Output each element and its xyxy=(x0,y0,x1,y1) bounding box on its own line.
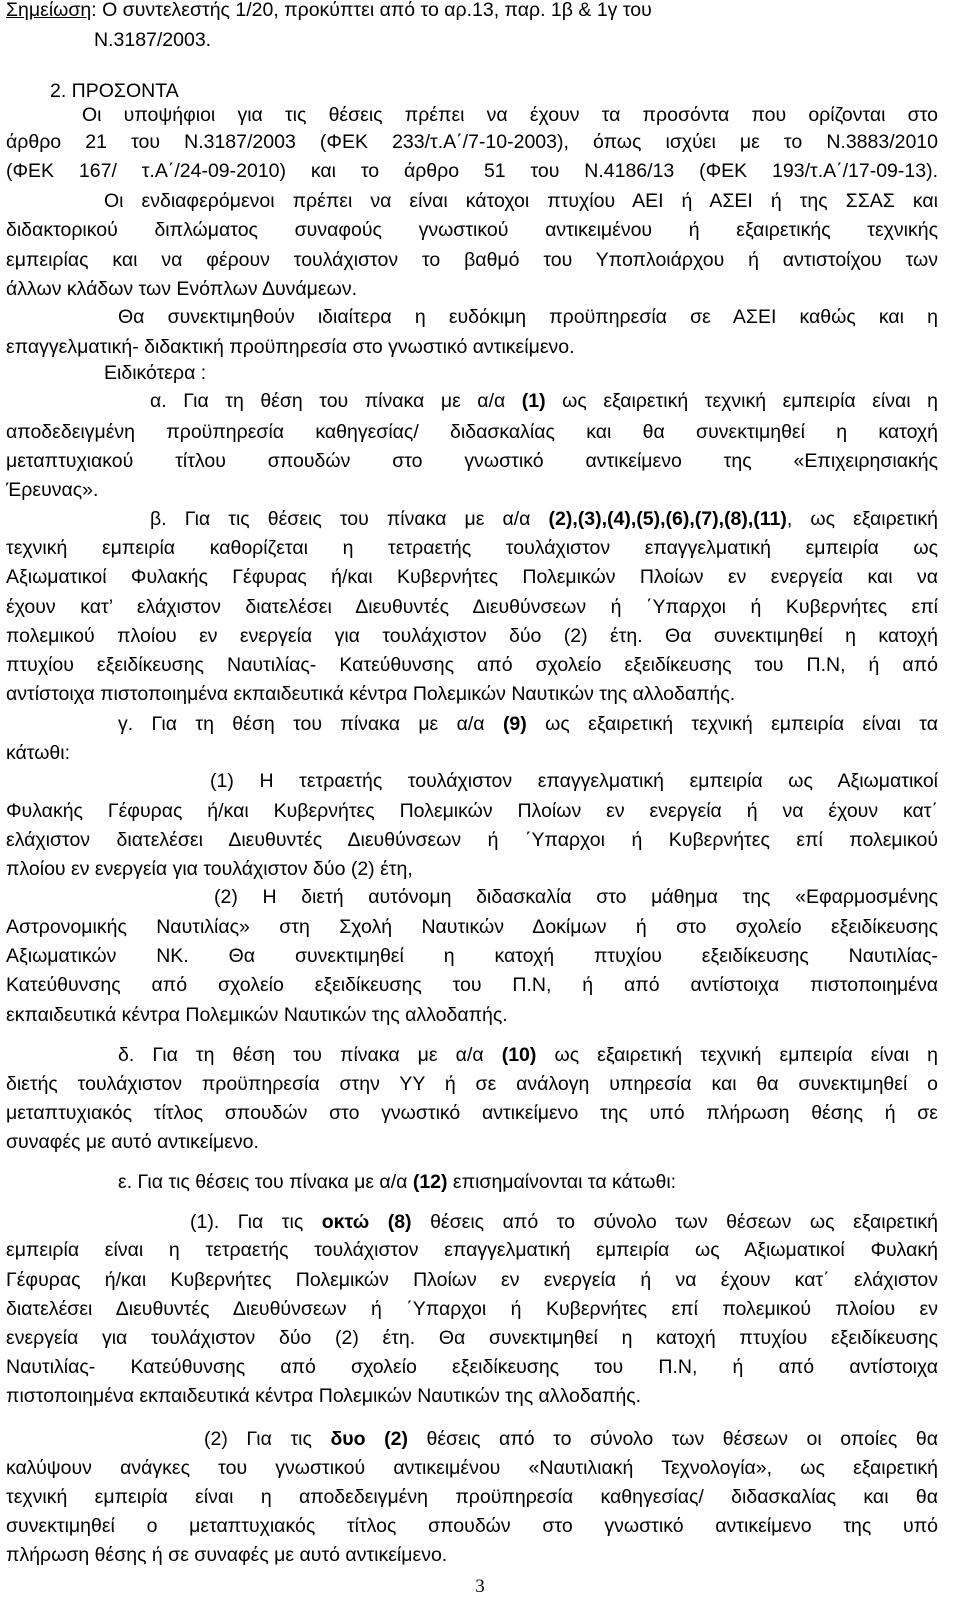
item-e-line: Γέφυρας ή/και Κυβερνήτες Πολεμικών Πλοίων εν ενεργεία ή να έχουν κατ΄ ελάχιστον xyxy=(6,1269,938,1291)
section-subheading: Ειδικότερα : xyxy=(104,362,207,384)
item-e-line: ενεργεία για τουλάχιστον δύο (2) έτη. Θα συνεκτιμηθεί η κατοχή πτυχίου εξειδίκευσης xyxy=(6,1327,938,1349)
section-text-line: άρθρο 21 του Ν.3187/2003 (ΦΕΚ 233/τ.Α΄/7-10-2003), όπως ισχύει με το Ν.3883/2010 xyxy=(6,131,938,153)
section-text-line: (ΦΕΚ 167/ τ.Α΄/24-09-2010) και το άρθρο 51 του Ν.4186/13 (ΦΕΚ 193/τ.Α΄/17-09-13). xyxy=(6,160,938,182)
item-b-line: τεχνική εμπειρία καθορίζεται η τετραετής τουλάχιστον επαγγελματική εμπειρία ως xyxy=(6,537,938,559)
item-a-line: μεταπτυχιακού τίτλου σπουδών στο γνωστικό αντικείμενο της «Επιχειρησιακής xyxy=(6,450,938,472)
note-line xyxy=(6,0,652,26)
section-text-line: διδακτορικού διπλώματος συναφούς γνωστικού αντικειμένου ή εξαιρετικής τεχνικής xyxy=(6,219,938,241)
item-e-line: πιστοποιημένα εκπαιδευτικά κέντρα Πολεμικών Ναυτικών της αλλοδαπής. xyxy=(6,1385,642,1407)
note-line-2: Ν.3187/2003. xyxy=(94,29,212,51)
item-b-line: πολεμικού πλοίου εν ενεργεία για τουλάχιστον δύο (2) έτη. Θα συνεκτιμηθεί η κατοχή xyxy=(6,625,938,647)
item-e-line: Ναυτιλίας- Κατεύθυνσης από σχολείο εξειδίκευσης του Π.Ν, ή από αντίστοιχα xyxy=(6,1356,938,1378)
item-b-line: πτυχίου εξειδίκευσης Ναυτιλίας- Κατεύθυνσης από σχολείο εξειδίκευσης του Π.Ν, ή από xyxy=(6,654,938,676)
section-text-line: άλλων κλάδων των Ενόπλων Δυνάμεων. xyxy=(6,278,357,300)
item-c-line: εκπαιδευτικά κέντρα Πολεμικών Ναυτικών της αλλοδαπής. xyxy=(6,1004,508,1026)
item-b-line: έχουν κατ’ ελάχιστον διατελέσει Διευθυντές Διευθύνσεων ή ΄Υπαρχοι ή Κυβερνήτες επί xyxy=(6,596,938,618)
item-a-line: Έρευνας». xyxy=(6,479,99,501)
item-e-line: πλήρωση θέσης ή σε συναφές με αυτό αντικείμενο. xyxy=(6,1544,448,1566)
item-e-line: τεχνική εμπειρία είναι η αποδεδειγμένη προϋπηρεσία καθηγεσίας/ διδασκαλίας και θα xyxy=(6,1486,938,1508)
item-c-line: Κατεύθυνσης από σχολείο εξειδίκευσης του Π.Ν, ή από αντίστοιχα πιστοποιημένα xyxy=(6,974,938,996)
note-text: : Ο συντελεστής 1/20, προκύπτει από το αρ.13, παρ. 1β & 1γ του xyxy=(91,0,652,21)
item-e-line: διατελέσει Διευθυντές Διευθύνσεων ή ΄Υπαρχοι ή Κυβερνήτες επί πολεμικού πλοίου εν xyxy=(6,1298,938,1320)
item-c-line: (1) Η τετραετής τουλάχιστον επαγγελματική εμπειρία ως Αξιωματικοί xyxy=(210,770,938,792)
section-text-line: επαγγελματική- διδακτική προϋπηρεσία στο γνωστικό αντικείμενο. xyxy=(6,336,575,358)
item-c-line: Αξιωματικών ΝΚ. Θα συνεκτιμηθεί η κατοχή πτυχίου εξειδίκευσης Ναυτιλίας- xyxy=(6,945,938,967)
section-heading: 2. ΠΡΟΣΟΝΤΑ xyxy=(50,80,179,102)
item-d-line: μεταπτυχιακός τίτλος σπουδών στο γνωστικό αντικείμενο της υπό πλήρωση θέσης ή σε xyxy=(6,1102,938,1124)
section-text-line: εμπειρίας και να φέρουν τουλάχιστον το βαθμό του Υποπλοιάρχου ή αντιστοίχου των xyxy=(6,249,938,271)
item-c-line: Φυλακής Γέφυρας ή/και Κυβερνήτες Πολεμικών Πλοίων εν ενεργεία ή να έχουν κατ΄ xyxy=(6,800,938,822)
item-a-line: αποδεδειγμένη προϋπηρεσία καθηγεσίας/ διδασκαλίας και θα συνεκτιμηθεί η κατοχή xyxy=(6,421,938,443)
item-b-line: Αξιωματικοί Φυλακής Γέφυρας ή/και Κυβερνήτες Πολεμικών Πλοίων εν ενεργεία και να xyxy=(6,566,938,588)
item-c-line: Αστρονομικής Ναυτιλίας» στη Σχολή Ναυτικών Δοκίμων ή στο σχολείο εξειδίκευσης xyxy=(6,916,938,938)
item-c-line: πλοίου εν ενεργεία για τουλάχιστον δύο (2) έτη, xyxy=(6,858,413,880)
item-e-line: ε. Για τις θέσεις του πίνακα με α/α (12) επισημαίνονται τα κάτωθι: xyxy=(118,1171,677,1193)
page-number: 3 xyxy=(475,1576,485,1597)
item-c-line: κάτωθι: xyxy=(6,742,71,764)
item-e-line: (2) Για τις δυο (2) θέσεις από το σύνολο των θέσεων οι οποίες θα xyxy=(204,1428,938,1450)
section-text-line: Οι υποψήφιοι για τις θέσεις πρέπει να έχουν τα προσόντα που ορίζονται στο xyxy=(82,104,938,126)
section-text-line: Οι ενδιαφερόμενοι πρέπει να είναι κάτοχοι πτυχίου ΑΕΙ ή ΑΣΕΙ ή της ΣΣΑΣ και xyxy=(104,190,938,212)
item-b-line: αντίστοιχα πιστοποιημένα εκπαιδευτικά κέντρα Πολεμικών Ναυτικών της αλλοδαπής. xyxy=(6,683,736,705)
item-d-line: διετής τουλάχιστον προϋπηρεσία στην ΥΥ ή σε ανάλογη υπηρεσία και θα συνεκτιμηθεί ο xyxy=(6,1073,938,1095)
item-c-line: (2) Η διετή αυτόνομη διδασκαλία στο μάθημα της «Εφαρμοσμένης xyxy=(214,886,938,908)
item-c-line: γ. Για τη θέση του πίνακα με α/α (9) ως εξαιρετική τεχνική εμπειρία είναι τα xyxy=(118,713,938,735)
item-e-line: καλύψουν ανάγκες του γνωστικού αντικειμένου «Ναυτιλιακή Τεχνολογία», ως εξαιρετική xyxy=(6,1457,938,1479)
item-d-line: συναφές με αυτό αντικείμενο. xyxy=(6,1131,259,1153)
item-a-line: α. Για τη θέση του πίνακα με α/α (1) ως εξαιρετική τεχνική εμπειρία είναι η xyxy=(150,390,938,412)
section-text-line: Θα συνεκτιμηθούν ιδιαίτερα η ευδόκιμη προϋπηρεσία σε ΑΣΕΙ καθώς και η xyxy=(118,306,938,328)
item-e-line: συνεκτιμηθεί ο μεταπτυχιακός τίτλος σπουδών στο γνωστικό αντικείμενο της υπό xyxy=(6,1515,938,1537)
item-d-line: δ. Για τη θέση του πίνακα με α/α (10) ως εξαιρετική τεχνική εμπειρία είναι η xyxy=(118,1044,938,1066)
item-e-line: εμπειρία είναι η τετραετής τουλάχιστον επαγγελματική εμπειρία ως Αξιωματικοί Φυλακή xyxy=(6,1239,938,1261)
item-e-line: (1). Για τις οκτώ (8) θέσεις από το σύνολο των θέσεων ως εξαιρετική xyxy=(190,1211,938,1233)
item-b-line: β. Για τις θέσεις του πίνακα με α/α (2),(3),(4),(5),(6),(7),(8),(11), ως εξαιρετική xyxy=(150,508,938,530)
item-c-line: ελάχιστον διατελέσει Διευθυντές Διευθύνσεων ή ΄Υπαρχοι ή Κυβερνήτες επί πολεμικού xyxy=(6,829,938,851)
note-label: Σημείωση xyxy=(6,0,92,21)
